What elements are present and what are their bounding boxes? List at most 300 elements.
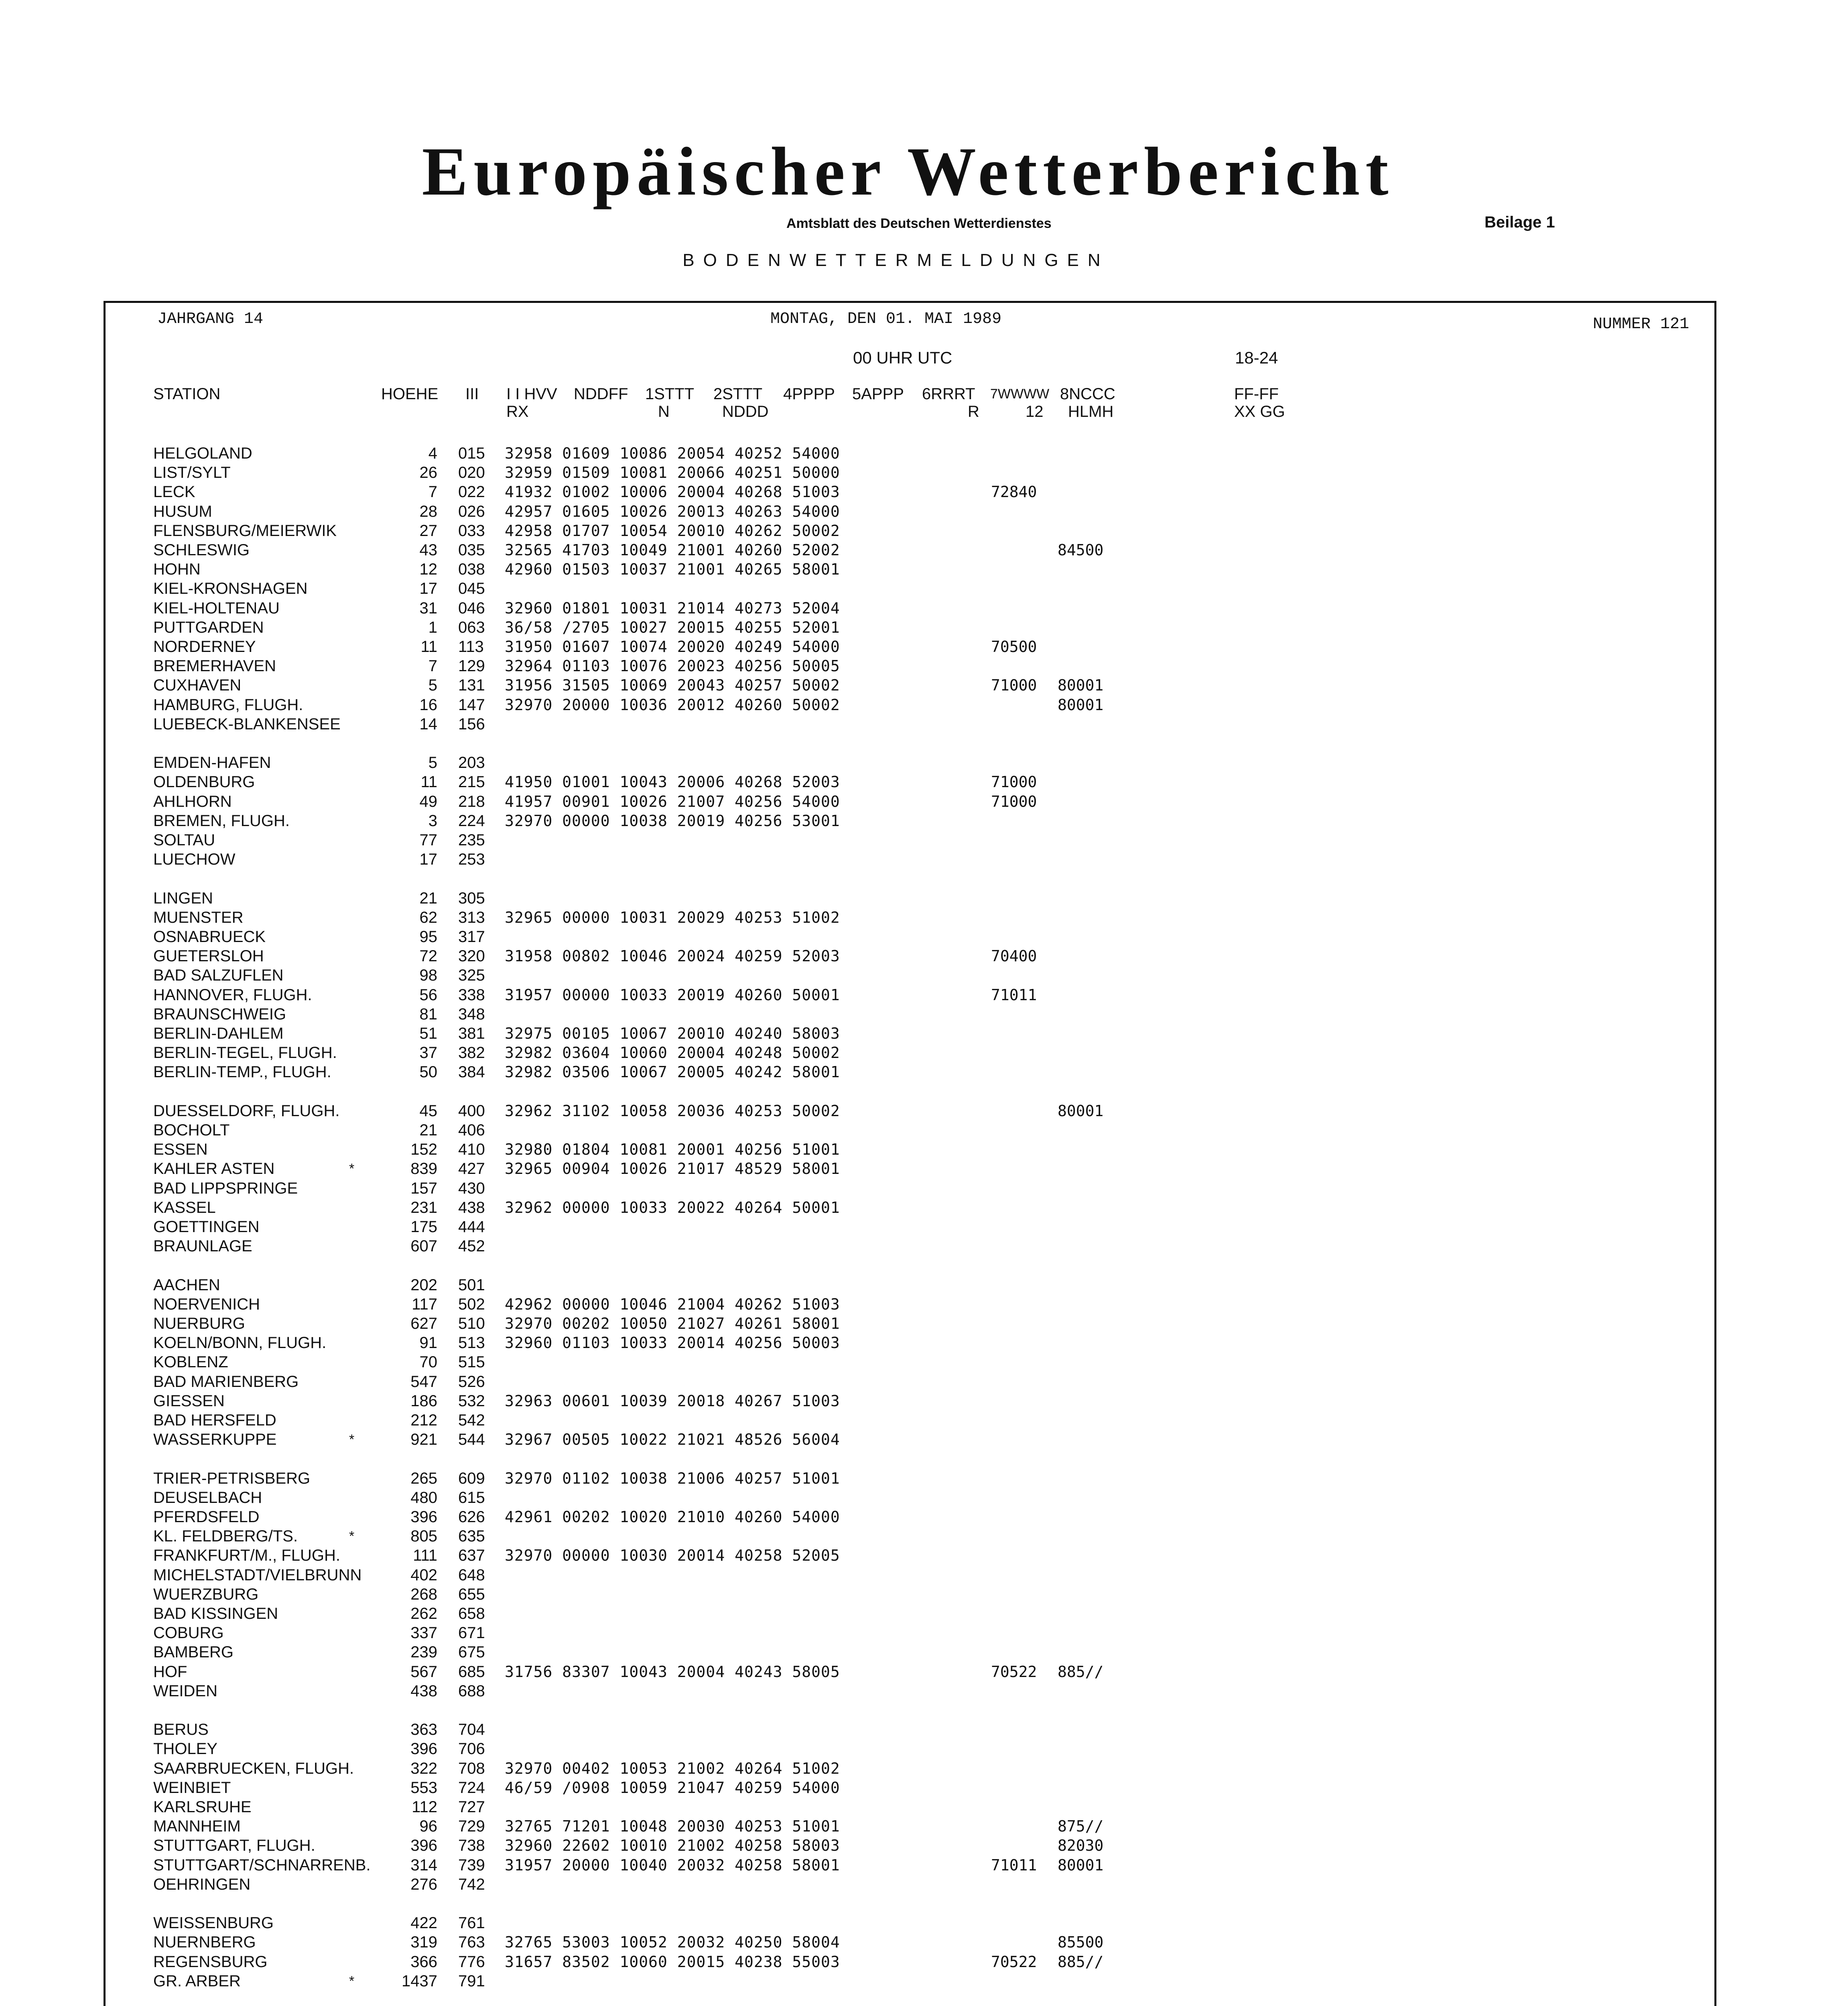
- station-number: 724: [458, 1779, 485, 1797]
- observation-groups: 32958 01609 10086 20054 40252 54000: [505, 445, 840, 462]
- station-name: MUENSTER: [153, 909, 244, 926]
- station-name: OLDENBURG: [153, 773, 255, 791]
- col-ffff-sub: XX GG: [1234, 403, 1285, 420]
- station-height: 31: [419, 599, 437, 617]
- station-name: KOELN/BONN, FLUGH.: [153, 1334, 327, 1352]
- station-name: FRANKFURT/M., FLUGH.: [153, 1547, 340, 1564]
- station-name: MICHELSTADT/VIELBRUNN: [153, 1566, 362, 1584]
- observation-groups: 31957 20000 10040 20032 40258 58001: [505, 1856, 840, 1874]
- station-number: 544: [458, 1431, 485, 1448]
- station-number: 675: [458, 1643, 485, 1661]
- observation-groups: 32959 01509 10081 20066 40251 50000: [505, 464, 840, 481]
- col-2sttt-sub: NDDD: [722, 403, 769, 420]
- station-number: 515: [458, 1353, 485, 1371]
- station-name: BAD KISSINGEN: [153, 1605, 278, 1622]
- station-name: EMDEN-HAFEN: [153, 754, 271, 772]
- observation-groups: 31957 00000 10033 20019 40260 50001: [505, 986, 840, 1004]
- date-label: MONTAG, DEN 01. MAI 1989: [770, 310, 1002, 328]
- station-number: 305: [458, 889, 485, 907]
- station-name: BAMBERG: [153, 1643, 234, 1661]
- station-height: 56: [419, 986, 437, 1004]
- station-name: STUTTGART/SCHNARRENB.: [153, 1856, 371, 1874]
- station-height: 5: [428, 754, 437, 772]
- station-number: 444: [458, 1218, 485, 1236]
- station-height: 45: [419, 1102, 437, 1120]
- station-height: 3: [428, 812, 437, 830]
- station-height: 21: [419, 1121, 437, 1139]
- cloud-group: 875//: [1058, 1817, 1104, 1835]
- col-iihvv: I I HVV: [506, 385, 557, 403]
- station-name: BAD LIPPSPRINGE: [153, 1180, 298, 1197]
- observation-groups: 32962 31102 10058 20036 40253 50002: [505, 1102, 840, 1120]
- station-height: 265: [410, 1470, 437, 1487]
- observation-groups: 32970 00402 10053 21002 40264 51002: [505, 1760, 840, 1777]
- station-number: 626: [458, 1508, 485, 1526]
- station-height: 62: [419, 909, 437, 926]
- station-number: 235: [458, 831, 485, 849]
- station-height: 422: [410, 1914, 437, 1932]
- station-height: 921: [410, 1431, 437, 1448]
- station-number: 791: [458, 1972, 485, 1990]
- observation-groups: 41957 00901 10026 21007 40256 54000: [505, 793, 840, 810]
- station-height: 396: [410, 1740, 437, 1758]
- station-height: 49: [419, 793, 437, 810]
- col-4pppp: 4PPPP: [783, 385, 835, 403]
- cloud-group: 80001: [1058, 676, 1104, 694]
- station-name: COBURG: [153, 1624, 224, 1642]
- observation-groups: 36/58 /2705 10027 20015 40255 52001: [505, 619, 840, 636]
- station-height: 231: [410, 1199, 437, 1216]
- station-name: SAARBRUECKEN, FLUGH.: [153, 1760, 354, 1777]
- station-number: 685: [458, 1663, 485, 1681]
- station-number: 317: [458, 928, 485, 946]
- station-height: 117: [412, 1295, 437, 1313]
- station-name: NOERVENICH: [153, 1295, 260, 1313]
- station-number: 338: [458, 986, 485, 1004]
- station-number: 427: [458, 1160, 485, 1178]
- station-number: 671: [458, 1624, 485, 1642]
- weather-group: 70522: [991, 1663, 1037, 1681]
- station-height: 11: [420, 773, 437, 791]
- station-name: PUTTGARDEN: [153, 619, 264, 636]
- station-name: SCHLESWIG: [153, 541, 250, 559]
- station-height: 438: [410, 1682, 437, 1700]
- station-name: NUERBURG: [153, 1315, 245, 1332]
- station-number: 020: [458, 464, 485, 481]
- weather-group: 71000: [991, 773, 1037, 791]
- station-height: 50: [419, 1063, 437, 1081]
- station-name: GR. ARBER: [153, 1972, 241, 1990]
- station-number: 406: [458, 1121, 485, 1139]
- cloud-group: 85500: [1058, 1933, 1104, 1951]
- station-name: BRAUNSCHWEIG: [153, 1005, 286, 1023]
- cloud-group: 80001: [1058, 1856, 1104, 1874]
- station-name: STUTTGART, FLUGH.: [153, 1837, 315, 1854]
- station-number: 113: [458, 638, 484, 656]
- station-name: FLENSBURG/MEIERWIK: [153, 522, 337, 540]
- volume-label: JAHRGANG 14: [157, 310, 264, 328]
- station-name: WEISSENBURG: [153, 1914, 274, 1932]
- station-name: DUESSELDORF, FLUGH.: [153, 1102, 340, 1120]
- station-height: 81: [419, 1005, 437, 1023]
- station-name: OSNABRUECK: [153, 928, 266, 946]
- observation-groups: 32960 22602 10010 21002 40258 58003: [505, 1837, 840, 1854]
- col-ffff: FF-FF: [1234, 385, 1279, 403]
- station-height: 96: [419, 1817, 437, 1835]
- cloud-group: 885//: [1058, 1953, 1104, 1971]
- station-number: 045: [458, 580, 485, 597]
- station-height: 7: [428, 483, 437, 501]
- station-name: WEIDEN: [153, 1682, 217, 1700]
- col-5appp: 5APPP: [852, 385, 904, 403]
- observation-groups: 32965 00904 10026 21017 48529 58001: [505, 1160, 840, 1178]
- station-name: NUERNBERG: [153, 1933, 256, 1951]
- station-height: 839: [410, 1160, 437, 1178]
- station-height: 547: [410, 1373, 437, 1391]
- station-number: 147: [458, 696, 485, 714]
- station-height: 112: [412, 1798, 437, 1816]
- station-height: 4: [428, 445, 437, 462]
- station-height: 567: [410, 1663, 437, 1681]
- col-iihvv-sub: RX: [506, 403, 529, 420]
- station-name: MANNHEIM: [153, 1817, 241, 1835]
- station-height: 268: [410, 1586, 437, 1603]
- station-name: HOF: [153, 1663, 187, 1681]
- station-height: 396: [410, 1837, 437, 1854]
- station-number: 022: [458, 483, 485, 501]
- station-height: 262: [410, 1605, 437, 1622]
- station-name: KASSEL: [153, 1199, 216, 1216]
- col-1sttt: 1STTT: [645, 385, 695, 403]
- cloud-group: 82030: [1058, 1837, 1104, 1854]
- station-height: 12: [419, 560, 437, 578]
- station-height: 337: [410, 1624, 437, 1642]
- observation-groups: 31950 01607 10074 20020 40249 54000: [505, 638, 840, 656]
- weather-group: 71011: [991, 986, 1037, 1004]
- station-height: 27: [419, 522, 437, 540]
- station-number: 382: [458, 1044, 485, 1062]
- observation-groups: 42960 01503 10037 21001 40265 58001: [505, 560, 840, 578]
- observation-groups: 32765 53003 10052 20032 40250 58004: [505, 1933, 840, 1951]
- station-height: 17: [419, 851, 437, 868]
- mountain-marker: *: [349, 1432, 355, 1447]
- station-number: 532: [458, 1392, 485, 1410]
- station-number: 156: [458, 715, 485, 733]
- station-name: GIESSEN: [153, 1392, 225, 1410]
- station-height: 276: [410, 1876, 437, 1893]
- station-height: 37: [419, 1044, 437, 1062]
- station-name: WUERZBURG: [153, 1586, 259, 1603]
- station-height: 7: [428, 657, 437, 675]
- station-name: GUETERSLOH: [153, 947, 264, 965]
- col-8nccc: 8NCCC: [1060, 385, 1115, 403]
- mountain-marker: *: [349, 1529, 355, 1544]
- station-height: 16: [419, 696, 437, 714]
- station-name: LECK: [153, 483, 195, 501]
- station-name: GOETTINGEN: [153, 1218, 260, 1236]
- station-height: 322: [410, 1760, 437, 1777]
- col-7wwww-sub: 12: [1026, 403, 1044, 420]
- col-nddff: NDDFF: [574, 385, 628, 403]
- station-number: 510: [458, 1315, 485, 1332]
- observation-groups: 32970 00000 10030 20014 40258 52005: [505, 1547, 840, 1564]
- observation-groups: 32965 00000 10031 20029 40253 51002: [505, 909, 840, 926]
- report-subtitle: Amtsblatt des Deutschen Wetterdienstes: [786, 216, 1052, 231]
- weather-group: 70522: [991, 1953, 1037, 1971]
- section-title: BODENWETTERMELDUNGEN: [682, 250, 1109, 270]
- col-7wwww: 7WWWW: [990, 386, 1050, 402]
- station-number: 438: [458, 1199, 485, 1216]
- station-name: WASSERKUPPE: [153, 1431, 277, 1448]
- station-name: OEHRINGEN: [153, 1876, 251, 1893]
- station-number: 325: [458, 966, 485, 984]
- report-title: Europäischer Wetterbericht: [422, 134, 1394, 210]
- station-name: KIEL-KRONSHAGEN: [153, 580, 308, 597]
- station-height: 480: [410, 1489, 437, 1507]
- station-number: 348: [458, 1005, 485, 1023]
- station-name: BERLIN-DAHLEM: [153, 1025, 284, 1042]
- observation-groups: 32962 00000 10033 20022 40264 50001: [505, 1199, 840, 1216]
- station-number: 655: [458, 1586, 485, 1603]
- station-number: 203: [458, 754, 485, 772]
- station-number: 542: [458, 1411, 485, 1429]
- station-height: 98: [419, 966, 437, 984]
- station-height: 1: [428, 619, 437, 636]
- weather-group: 72840: [991, 483, 1037, 501]
- observation-groups: 31657 83502 10060 20015 40238 55003: [505, 1953, 840, 1971]
- observation-groups: 31956 31505 10069 20043 40257 50002: [505, 676, 840, 694]
- station-height: 11: [420, 638, 437, 656]
- observation-groups: 32982 03506 10067 20005 40242 58001: [505, 1063, 840, 1081]
- observation-groups: 42958 01707 10054 20010 40262 50002: [505, 522, 840, 540]
- station-height: 14: [419, 715, 437, 733]
- observation-groups: 32960 01801 10031 21014 40273 52004: [505, 599, 840, 617]
- station-number: 688: [458, 1682, 485, 1700]
- station-number: 224: [458, 812, 485, 830]
- cloud-group: 885//: [1058, 1663, 1104, 1681]
- cloud-group: 80001: [1058, 696, 1104, 714]
- col-hoehe: HOEHE: [381, 385, 439, 403]
- station-number: 708: [458, 1760, 485, 1777]
- station-height: 70: [419, 1353, 437, 1371]
- observation-groups: 32960 01103 10033 20014 40256 50003: [505, 1334, 840, 1352]
- station-number: 526: [458, 1373, 485, 1391]
- report-frame: [104, 301, 1716, 2006]
- mountain-marker: *: [349, 1161, 355, 1176]
- station-name: BREMEN, FLUGH.: [153, 812, 290, 830]
- station-height: 366: [410, 1953, 437, 1971]
- station-height: 1437: [402, 1972, 437, 1990]
- station-height: 402: [410, 1566, 437, 1584]
- station-name: BERLIN-TEGEL, FLUGH.: [153, 1044, 337, 1062]
- station-number: 452: [458, 1237, 485, 1255]
- observation-groups: 32970 01102 10038 21006 40257 51001: [505, 1470, 840, 1487]
- observation-groups: 31958 00802 10046 20024 40259 52003: [505, 947, 840, 965]
- station-height: 314: [410, 1856, 437, 1874]
- station-name: DEUSELBACH: [153, 1489, 262, 1507]
- station-name: HANNOVER, FLUGH.: [153, 986, 312, 1004]
- col-2sttt: 2STTT: [713, 385, 763, 403]
- station-number: 430: [458, 1180, 485, 1197]
- weather-group: 70500: [991, 638, 1037, 656]
- station-height: 319: [410, 1933, 437, 1951]
- station-name: KOBLENZ: [153, 1353, 228, 1371]
- station-name: LUECHOW: [153, 851, 236, 868]
- period-label: 18-24: [1235, 348, 1278, 367]
- observation-groups: 32967 00505 10022 21021 48526 56004: [505, 1431, 840, 1448]
- station-name: WEINBIET: [153, 1779, 231, 1797]
- station-number: 739: [458, 1856, 485, 1874]
- station-height: 26: [419, 464, 437, 481]
- station-number: 215: [458, 773, 485, 791]
- station-name: HELGOLAND: [153, 445, 252, 462]
- weather-group: 71011: [991, 1856, 1037, 1874]
- station-height: 239: [410, 1643, 437, 1661]
- station-height: 212: [410, 1411, 437, 1429]
- station-name: AACHEN: [153, 1276, 220, 1294]
- station-name: BERLIN-TEMP., FLUGH.: [153, 1063, 331, 1081]
- station-height: 111: [413, 1547, 437, 1564]
- mountain-marker: *: [349, 1974, 355, 1989]
- station-height: 28: [419, 503, 437, 520]
- station-number: 615: [458, 1489, 485, 1507]
- station-name: BRAUNLAGE: [153, 1237, 252, 1255]
- observation-groups: 32765 71201 10048 20030 40253 51001: [505, 1817, 840, 1835]
- station-height: 805: [410, 1527, 437, 1545]
- station-number: 015: [458, 445, 485, 462]
- station-name: REGENSBURG: [153, 1953, 268, 1971]
- station-name: AHLHORN: [153, 793, 232, 810]
- station-name: KL. FELDBERG/TS.: [153, 1527, 298, 1545]
- station-number: 742: [458, 1876, 485, 1893]
- station-height: 175: [410, 1218, 437, 1236]
- station-name: ESSEN: [153, 1141, 208, 1158]
- station-name: BREMERHAVEN: [153, 657, 276, 675]
- station-height: 202: [410, 1276, 437, 1294]
- station-name: CUXHAVEN: [153, 676, 242, 694]
- station-height: 396: [410, 1508, 437, 1526]
- col-1sttt-sub: N: [658, 403, 670, 420]
- number-label: NUMMER 121: [1593, 315, 1690, 333]
- col-8nccc-sub: HLMH: [1068, 403, 1114, 420]
- station-number: 384: [458, 1063, 485, 1081]
- observation-groups: 32970 00202 10050 21027 40261 58001: [505, 1315, 840, 1332]
- station-number: 738: [458, 1837, 485, 1854]
- station-height: 5: [428, 676, 437, 694]
- station-number: 410: [458, 1141, 485, 1158]
- station-number: 729: [458, 1817, 485, 1835]
- station-number: 648: [458, 1566, 485, 1584]
- observation-groups: 32970 20000 10036 20012 40260 50002: [505, 696, 840, 714]
- station-number: 253: [458, 851, 485, 868]
- station-name: PFERDSFELD: [153, 1508, 260, 1526]
- station-height: 607: [410, 1237, 437, 1255]
- station-name: LUEBECK-BLANKENSEE: [153, 715, 341, 733]
- station-height: 21: [419, 889, 437, 907]
- col-6rrrt-sub: R: [968, 403, 979, 420]
- station-name: HAMBURG, FLUGH.: [153, 696, 303, 714]
- observation-groups: 42962 00000 10046 21004 40262 51003: [505, 1295, 840, 1313]
- observation-groups: 41950 01001 10043 20006 40268 52003: [505, 773, 840, 791]
- station-name: BAD HERSFELD: [153, 1411, 276, 1429]
- station-name: BAD MARIENBERG: [153, 1373, 299, 1391]
- station-name: HOHN: [153, 560, 201, 578]
- station-name: KIEL-HOLTENAU: [153, 599, 280, 617]
- col-station: STATION: [153, 385, 221, 403]
- station-number: 727: [458, 1798, 485, 1816]
- station-number: 218: [458, 793, 485, 810]
- station-height: 51: [419, 1025, 437, 1042]
- weather-group: 71000: [991, 676, 1037, 694]
- station-number: 609: [458, 1470, 485, 1487]
- station-name: LINGEN: [153, 889, 213, 907]
- station-name: KAHLER ASTEN: [153, 1160, 275, 1178]
- station-height: 152: [410, 1141, 437, 1158]
- station-number: 400: [458, 1102, 485, 1120]
- station-height: 72: [419, 947, 437, 965]
- cloud-group: 80001: [1058, 1102, 1104, 1120]
- observation-groups: 32565 41703 10049 21001 40260 52002: [505, 541, 840, 559]
- station-height: 363: [410, 1721, 437, 1738]
- cloud-group: 84500: [1058, 541, 1104, 559]
- time-label: 00 UHR UTC: [853, 348, 952, 367]
- station-height: 77: [419, 831, 437, 849]
- station-number: 658: [458, 1605, 485, 1622]
- station-number: 129: [458, 657, 485, 675]
- station-name: HUSUM: [153, 503, 212, 520]
- station-number: 635: [458, 1527, 485, 1545]
- station-number: 776: [458, 1953, 485, 1971]
- weather-group: 70400: [991, 947, 1037, 965]
- station-number: 706: [458, 1740, 485, 1758]
- supplement-label: Beilage 1: [1484, 213, 1555, 231]
- col-6rrrt: 6RRRT: [922, 385, 975, 403]
- observation-groups: 32964 01103 10076 20023 40256 50005: [505, 657, 840, 675]
- observation-groups: 42957 01605 10026 20013 40263 54000: [505, 503, 840, 520]
- observation-groups: 32963 00601 10039 20018 40267 51003: [505, 1392, 840, 1410]
- station-number: 046: [458, 599, 485, 617]
- station-number: 761: [458, 1914, 485, 1932]
- observation-groups: 31756 83307 10043 20004 40243 58005: [505, 1663, 840, 1681]
- station-number: 381: [458, 1025, 485, 1042]
- station-number: 513: [458, 1334, 485, 1352]
- observation-groups: 32980 01804 10081 20001 40256 51001: [505, 1141, 840, 1158]
- station-number: 704: [458, 1721, 485, 1738]
- station-number: 320: [458, 947, 485, 965]
- observation-groups: 41932 01002 10006 20004 40268 51003: [505, 483, 840, 501]
- station-name: BOCHOLT: [153, 1121, 230, 1139]
- station-name: THOLEY: [153, 1740, 218, 1758]
- observation-groups: 46/59 /0908 10059 21047 40259 54000: [505, 1779, 840, 1797]
- station-height: 553: [410, 1779, 437, 1797]
- station-number: 033: [458, 522, 485, 540]
- station-number: 763: [458, 1933, 485, 1951]
- station-number: 502: [458, 1295, 485, 1313]
- station-number: 131: [458, 676, 485, 694]
- station-height: 91: [419, 1334, 437, 1352]
- observation-groups: 32982 03604 10060 20004 40248 50002: [505, 1044, 840, 1062]
- station-name: BAD SALZUFLEN: [153, 966, 284, 984]
- weather-group: 71000: [991, 793, 1037, 810]
- station-number: 313: [458, 909, 485, 926]
- col-iii: III: [465, 385, 479, 403]
- station-height: 186: [410, 1392, 437, 1410]
- observation-groups: 32970 00000 10038 20019 40256 53001: [505, 812, 840, 830]
- station-name: LIST/SYLT: [153, 464, 231, 481]
- station-name: TRIER-PETRISBERG: [153, 1470, 311, 1487]
- station-name: KARLSRUHE: [153, 1798, 252, 1816]
- station-height: 43: [419, 541, 437, 559]
